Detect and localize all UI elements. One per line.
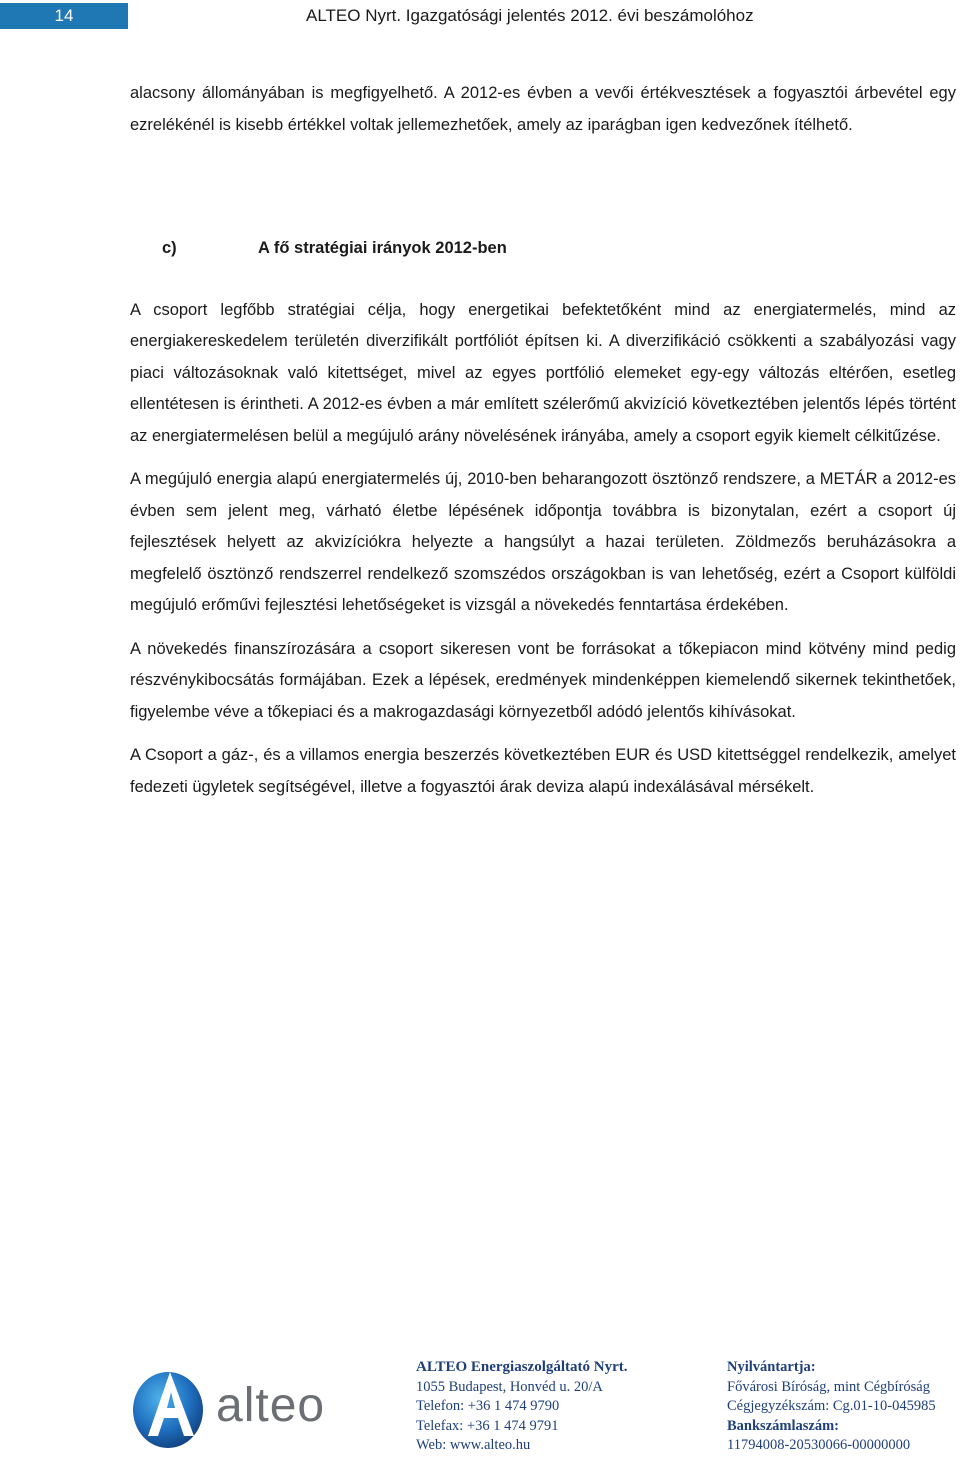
company-name: ALTEO Energiaszolgáltató Nyrt.	[416, 1359, 628, 1375]
page-footer	[130, 1358, 950, 1458]
company-contact	[416, 1358, 628, 1456]
document-body	[130, 78, 956, 815]
body-paragraph: A növekedés finanszírozására a csoport sikeresen vont be forrásokat a tőkepiacon mind kötvény mind pedig részvénykibocsátás formájában. Ezek a lépések, eredmények mindenképpen kiemelendő sikernek tekinthetőek, figyelembe véve a tőkepiaci és a makrogazdasági környezetből adódó jelentős kihívásokat.	[130, 639, 956, 721]
registry-info	[727, 1358, 936, 1456]
bank-account: 11794008-20530066-00000000	[727, 1437, 911, 1453]
body-paragraph: A Csoport a gáz-, és a villamos energia beszerzés következtében EUR és USD kitettséggel rendelkezik, amelyet fedezeti ügyletek segítségével, illetve a fogyasztói árak deviza alapú indexálásával mérsékelt.	[130, 746, 956, 796]
registry-label: Nyilvántartja:	[727, 1359, 816, 1375]
body-paragraph: A csoport legfőbb stratégiai célja, hogy energetikai befektetőként mind az energiatermelés, mind az energiakereskedelem területén diverzifikált portfóliót építsen ki. A diverzifikáció csökkenti a szabályozási vagy piaci változásoknak való kitettséget, mivel az egyes portfólió elemeket egy-egy változás eltérően, esetleg ellentétesen is érintheti. A 2012-es évben a már említett szélerőmű akvizíció következtében jelentős lépés történt az energiatermelésen belül a megújuló arány növelésének irányába, amely a csoport egyik kiemelt célkitűzése.	[130, 300, 956, 445]
company-phone: Telefon: +36 1 474 9790	[416, 1398, 560, 1414]
company-registration: Cégjegyzékszám: Cg.01-10-045985	[727, 1398, 936, 1414]
registry-value: Fővárosi Bíróság, mint Cégbíróság	[727, 1378, 930, 1395]
page-header	[0, 0, 960, 32]
section-title: A fő stratégiai irányok 2012-ben	[258, 239, 507, 257]
company-address: 1055 Budapest, Honvéd u. 20/A	[416, 1378, 603, 1395]
header-title: ALTEO Nyrt. Igazgatósági jelentés 2012. évi beszámolóhoz	[306, 6, 754, 25]
bank-label: Bankszámlaszám:	[727, 1417, 839, 1434]
company-fax: Telefax: +36 1 474 9791	[416, 1417, 559, 1434]
intro-paragraph: alacsony állományában is megfigyelhető. A 2012-es évben a vevői értékvesztések a fogyasztói árbevétel egy ezrelékénél is kisebb értékkel voltak jellemezhetőek, amely az iparágban igen kedvezőnek ítélhető.	[130, 84, 956, 134]
section-label: c)	[162, 239, 177, 257]
body-paragraph: A megújuló energia alapú energiatermelés új, 2010-ben beharangozott ösztönző rendszere, a METÁR a 2012-es évben sem jelent meg, várható életbe lépésének időpontja továbbra is bizonytalan, ezért a csoport új fejlesztések helyett az akvizíciókra helyezte a hangsúlyt a hazai területen. Zöldmezős beruházásokra a megfelelő ösztönző rendszerrel rendelkező szomszédos országokban is van lehetőség, ezért a Csoport külföldi megújuló erőművi fejlesztési lehetőségeket is vizsgál a növekedés fenntartása érdekében.	[130, 470, 956, 614]
page-number-badge: 14	[0, 3, 128, 29]
section-heading	[162, 233, 956, 265]
alteo-logo-icon	[130, 1362, 206, 1450]
company-web: Web: www.alteo.hu	[416, 1437, 531, 1453]
logo-wordmark: alteo	[216, 1379, 326, 1432]
